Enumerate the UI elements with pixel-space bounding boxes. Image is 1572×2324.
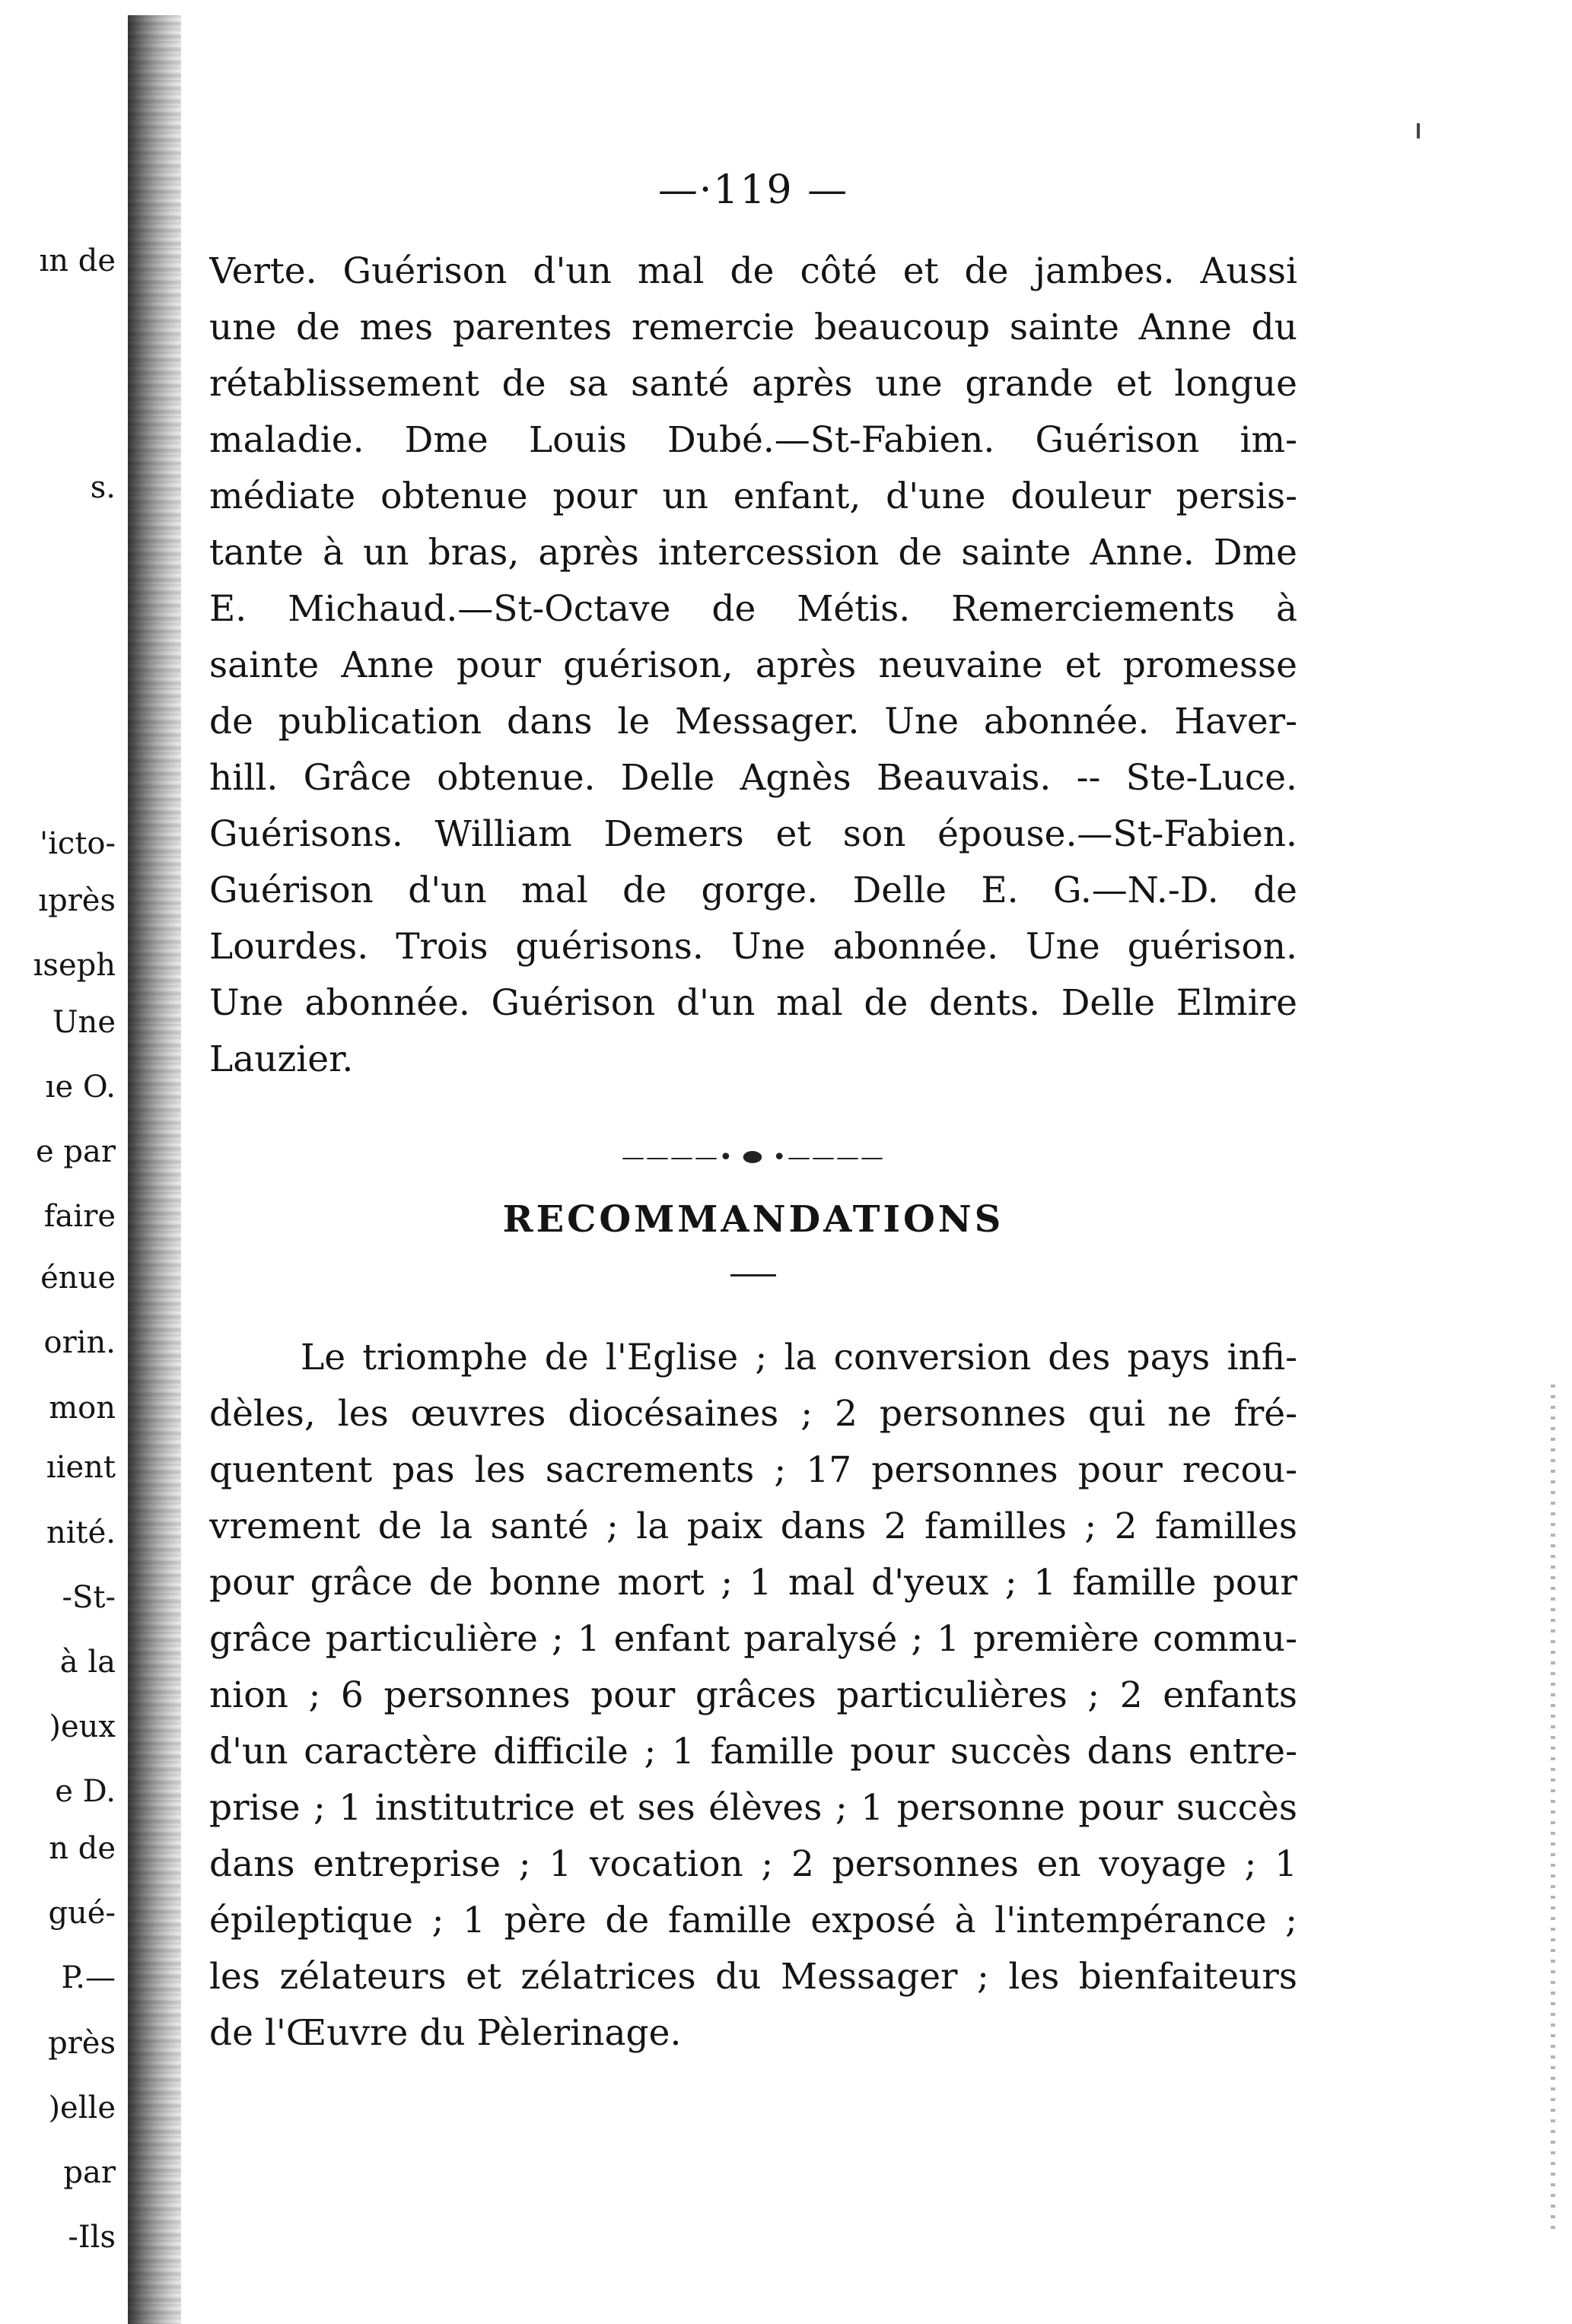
fragment-line: -St- <box>62 1579 116 1615</box>
text-line: quentent pas les sacrements ; 17 personnes pour recou- <box>209 1449 1297 1491</box>
section-ornament: ————• ⬬ •———— <box>621 1144 886 1171</box>
text-line: vrement de la santé ; la paix dans 2 familles ; 2 familles <box>209 1505 1297 1547</box>
fragment-line: orin. <box>43 1325 116 1361</box>
text-line: sainte Anne pour guérison, après neuvaine et promesse <box>209 644 1297 686</box>
fragment-line: )eux <box>49 1709 116 1745</box>
text-line: tante à un bras, après intercession de sainte Anne. Dme <box>209 532 1297 574</box>
fragment-line: 'icto- <box>40 826 116 862</box>
text-line: maladie. Dme Louis Dubé.—St-Fabien. Guérison im- <box>209 419 1297 461</box>
stray-mark <box>1417 123 1420 138</box>
fragment-line: faire <box>43 1199 116 1235</box>
text-line: Verte. Guérison d'un mal de côté et de jambes. Aussi <box>209 250 1297 292</box>
book-gutter <box>128 15 181 2324</box>
text-line: d'un caractère difficile ; 1 famille pour succès dans entre- <box>209 1731 1297 1772</box>
text-line: de publication dans le Messager. Une abonnée. Haver- <box>209 701 1297 742</box>
text-line: pour grâce de bonne mort ; 1 mal d'yeux ; 1 famille pour <box>209 1562 1297 1604</box>
fragment-line: gué- <box>48 1896 116 1931</box>
fragment-line: ıprès <box>38 882 116 918</box>
fragment-line: Une <box>52 1004 116 1040</box>
text-line: Lauzier. <box>209 1038 354 1080</box>
fragment-line: -Ils <box>68 2220 116 2256</box>
text-line: Une abonnée. Guérison d'un mal de dents. Delle Elmire <box>209 982 1297 1024</box>
fragment-line: ıseph <box>33 948 116 984</box>
fragment-line: e D. <box>55 1774 116 1810</box>
margin-noise <box>1551 1385 1555 2237</box>
section-title: RECOMMANDATIONS <box>502 1198 1004 1241</box>
fragment-line: ın de <box>39 243 116 278</box>
fragment-line: près <box>48 2025 116 2061</box>
text-line: prise ; 1 institutrice et ses élèves ; 1 personne pour succès <box>209 1787 1297 1829</box>
text-line: Le triomphe de l'Eglise ; la conversion des pays infi- <box>301 1337 1297 1378</box>
text-line: médiate obtenue pour un enfant, d'une douleur persis- <box>209 475 1297 517</box>
fragment-line: s. <box>90 469 116 505</box>
previous-page-fragment <box>0 0 122 2324</box>
text-line: hill. Grâce obtenue. Delle Agnès Beauvais. -- Ste-Luce. <box>209 757 1297 799</box>
text-line: Guérison d'un mal de gorge. Delle E. G.—N.-D. de <box>209 870 1297 911</box>
page-content <box>209 167 1297 2062</box>
fragment-line: e par <box>36 1134 116 1169</box>
fragment-line: à la <box>59 1644 116 1680</box>
text-line: rétablissement de sa santé après une grande et longue <box>209 363 1297 405</box>
fragment-line: nité. <box>46 1515 116 1550</box>
text-line: Guérisons. William Demers et son épouse.—St-Fabien. <box>209 813 1297 855</box>
text-line: Lourdes. Trois guérisons. Une abonnée. Une guérison. <box>209 926 1297 968</box>
fragment-line: n de <box>49 1830 116 1866</box>
fragment-line: P.— <box>61 1960 116 1996</box>
title-rule <box>730 1274 776 1276</box>
fragment-line: ıient <box>46 1450 116 1486</box>
fragment-line: ıe O. <box>45 1069 116 1105</box>
recommendations-paragraph <box>209 1330 1297 2062</box>
fragment-line: énue <box>40 1261 116 1296</box>
text-line: E. Michaud.—St-Octave de Métis. Remerciements à <box>209 588 1297 630</box>
text-line: dans entreprise ; 1 vocation ; 2 personnes en voyage ; 1 <box>209 1843 1297 1885</box>
fragment-line: par <box>63 2154 116 2190</box>
fragment-line: mon <box>49 1390 116 1426</box>
page-number: —·119 — <box>657 167 849 213</box>
text-line: épileptique ; 1 père de famille exposé à l'intempérance ; <box>209 1900 1297 1941</box>
text-line: nion ; 6 personnes pour grâces particulières ; 2 enfants <box>209 1674 1297 1716</box>
text-line: grâce particulière ; 1 enfant paralysé ; 1 première commu- <box>209 1618 1297 1660</box>
text-line: les zélateurs et zélatrices du Messager ; les bienfaiteurs <box>209 1956 1297 1998</box>
report-paragraph <box>209 243 1297 1088</box>
text-line: dèles, les œuvres diocésaines ; 2 personnes qui ne fré- <box>209 1393 1297 1435</box>
fragment-line: )elle <box>48 2090 116 2125</box>
text-line: de l'Œuvre du Pèlerinage. <box>209 2012 682 2054</box>
text-line: une de mes parentes remercie beaucoup sainte Anne du <box>209 307 1297 348</box>
